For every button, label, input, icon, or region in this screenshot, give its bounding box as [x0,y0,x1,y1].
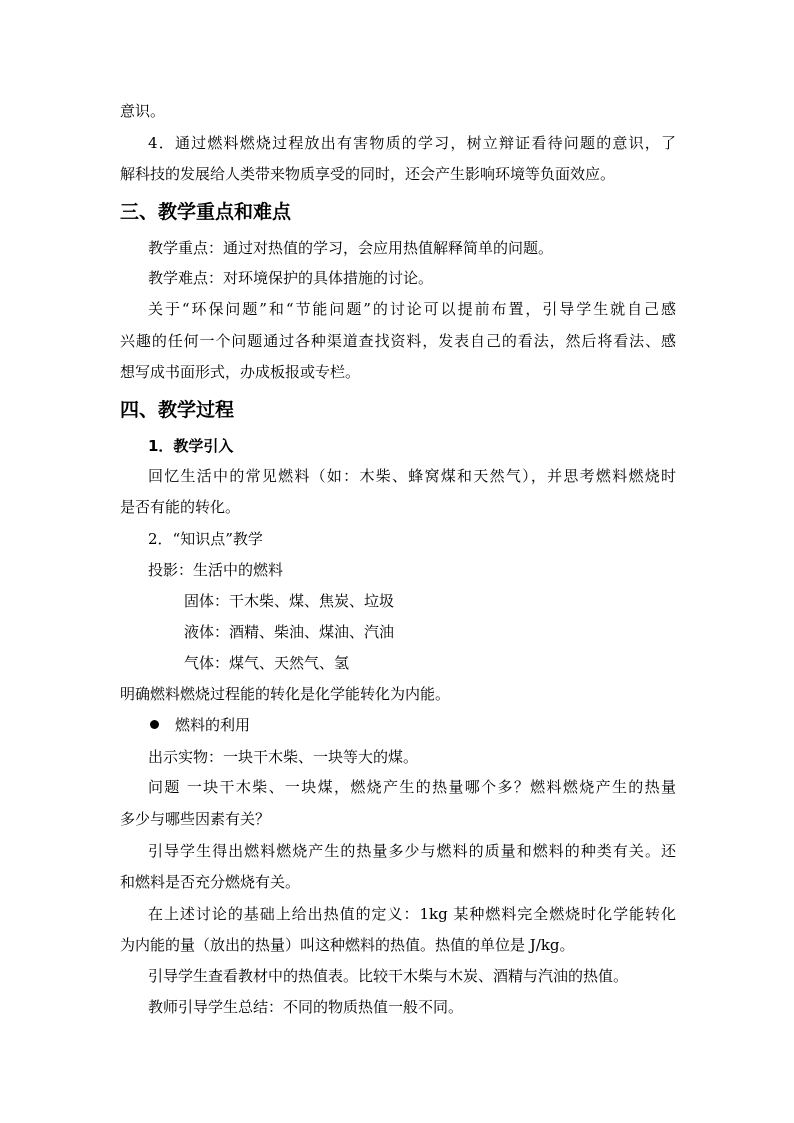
paragraph-line: 兴趣的任何一个问题通过各种渠道查找资料，发表自己的看法，然后将看法、感 [120,332,676,350]
paragraph-line: 意识。 [120,102,166,120]
paragraph-line: 出示实物：一块干木柴、一块等大的煤。 [148,748,419,766]
paragraph-line: 明确燃料燃烧过程能的转化是化学能转化为内能。 [120,685,451,703]
paragraph-line: 回忆生活中的常见燃料（如：木柴、蜂窝煤和天然气），并思考燃料燃烧时 [148,467,676,485]
fuel-gas-line: 气体：煤气、天然气、氢 [184,654,350,672]
section-heading-3: 三、教学重点和难点 [120,201,292,223]
fuel-liquid-line: 液体：酒精、柴油、煤油、汽油 [184,623,395,641]
paragraph-line: 关于“环保问题”和“节能问题”的讨论可以提前布置，引导学生就自己感 [148,300,676,318]
paragraph-line: 解科技的发展给人类带来物质享受的同时，还会产生影响环境等负面效应。 [120,165,616,183]
paragraph-line: 多少与哪些因素有关？ [120,810,271,828]
bullet-icon [150,720,159,729]
subheading-intro: 1．教学引入 [148,437,234,455]
paragraph-line: 和燃料是否充分燃烧有关。 [120,873,301,891]
key-point-line: 教学重点：通过对热值的学习，会应用热值解释简单的问题。 [148,239,554,257]
difficult-point-line: 教学难点：对环境保护的具体措施的讨论。 [148,269,434,287]
question-line: 问题 一块干木柴、一块煤，燃烧产生的热量哪个多？燃料燃烧产生的热量 [148,778,676,796]
paragraph-line: 引导学生得出燃料燃烧产生的热量多少与燃料的质量和燃料的种类有关。还 [148,842,676,860]
paragraph-line: 教师引导学生总结：不同的物质热值一般不同。 [148,998,464,1016]
paragraph-line: 为内能的量（放出的热量）叫这种燃料的热值。热值的单位是 J/kg。 [120,936,575,954]
paragraph-line: 想写成书面形式，办成板报或专栏。 [120,363,361,381]
fuel-solid-line: 固体：干木柴、煤、焦炭、垃圾 [184,592,395,610]
bullet-item [150,715,710,735]
paragraph-line: 投影：生活中的燃料 [148,561,284,579]
definition-line: 在上述讨论的基础上给出热值的定义：1kg 某种燃料完全燃烧时化学能转化 [148,905,676,923]
section-heading-4: 四、教学过程 [120,399,235,421]
objective-4-line: 4．通过燃料燃烧过程放出有害物质的学习，树立辩证看待问题的意识，了 [148,134,676,152]
bullet-label: 燃料的利用 [175,716,251,734]
paragraph-line: 是否有能的转化。 [120,498,241,516]
paragraph-line: 引导学生查看教材中的热值表。比较干木柴与木炭、酒精与汽油的热值。 [148,967,629,985]
subheading-knowledge: 2．“知识点”教学 [148,530,263,548]
